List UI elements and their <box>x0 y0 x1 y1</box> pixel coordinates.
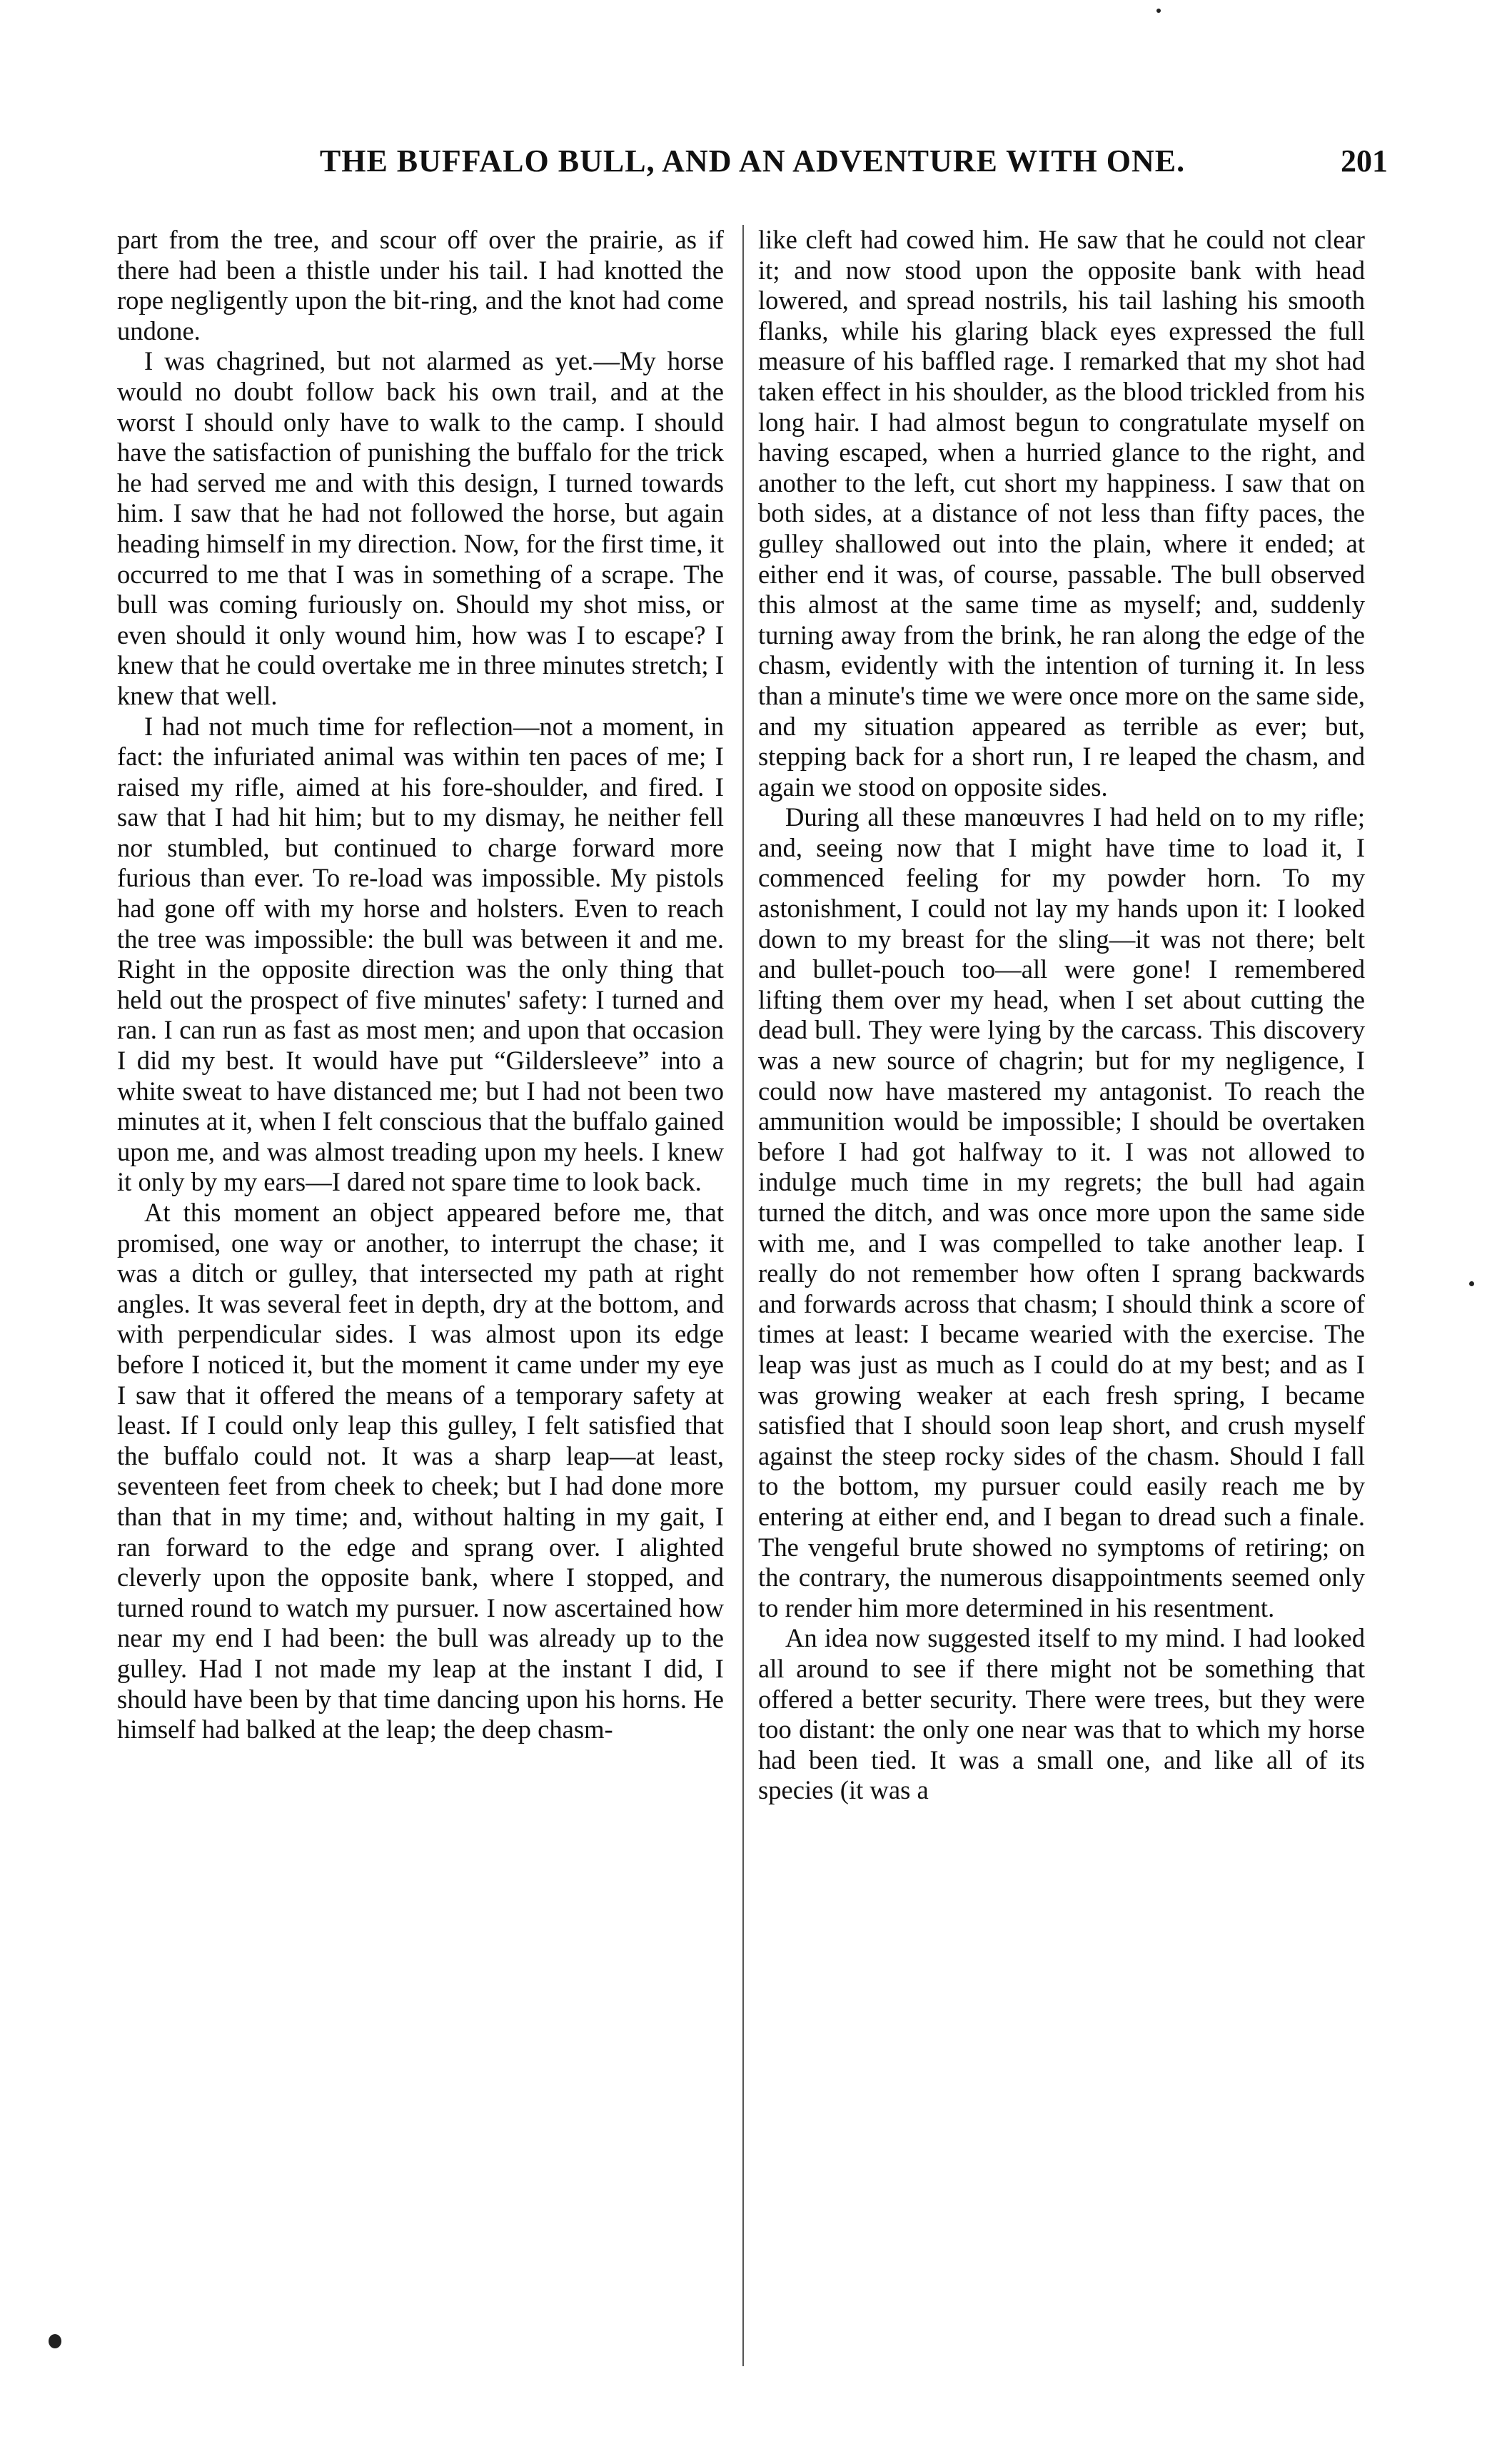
ink-speck <box>49 2334 61 2348</box>
right-column <box>758 225 1365 1806</box>
ink-speck <box>1469 1281 1474 1286</box>
paragraph: I was chagrined, but not alarmed as yet.—My horse would no doubt follow back his own trail, and at the worst I should only have to walk to the camp. I should have the satisfaction of punishing the buffalo for the trick he had served me and with this design, I turned towards him. I saw that he had not followed the horse, but again heading himself in my direction. Now, for the first time, it occurred to me that I was in something of a scrape. The bull was coming furiously on. Should my shot miss, or even should it only wound him, how was I to escape? I knew that he could overtake me in three minutes stretch; I knew that well. <box>117 346 724 710</box>
running-title: THE BUFFALO BULL, AND AN ADVENTURE WITH ONE. <box>319 143 1186 178</box>
page-header <box>117 143 1388 200</box>
paragraph: An idea now suggested itself to my mind. I had looked all around to see if there might not be something that offered a better security. There were trees, but they were too distant: the only one near was that to which my horse had been tied. It was a small one, and like all of its species (it was a <box>758 1623 1365 1805</box>
paragraph: like cleft had cowed him. He saw that he could not clear it; and now stood upon the opposite bank with head lowered, and spread nostrils, his tail lashing his smooth flanks, while his glaring black eyes expressed the full measure of his baffled rage. I remarked that my shot had taken effect in his shoulder, as the blood trickled from his long hair. I had almost begun to congratulate myself on having escaped, when a hurried glance to the right, and another to the left, cut short my happiness. I saw that on both sides, at a distance of not less than fifty paces, the gulley shallowed out into the plain, where it ended; at either end it was, of course, passable. The bull observed this almost at the same time as myself; and, suddenly turning away from the brink, he ran along the edge of the chasm, evidently with the intention of turning it. In less than a minute's time we were once more on the same side, and my situation appeared as terrible as ever; but, stepping back for a short run, I re leaped the chasm, and again we stood on opposite sides. <box>758 225 1365 802</box>
paragraph: part from the tree, and scour off over the prairie, as if there had been a thistle under his tail. I had knotted the rope negligently upon the bit-ring, and the knot had come undone. <box>117 225 724 345</box>
page-number: 201 <box>1341 143 1388 178</box>
paragraph: At this moment an object appeared before me, that promised, one way or another, to interrupt the chase; it was a ditch or gulley, that intersected my path at right angles. It was several feet in depth, dry at the bottom, and with perpendicular sides. I was almost upon its edge before I noticed it, but the moment it came under my eye I saw that it offered the means of a temporary safety at least. If I could only leap this gulley, I felt satisfied that the buffalo could not. It was a sharp leap—at least, seventeen feet from cheek to cheek; but I had done more than that in my time; and, without halting in my gait, I ran forward to the edge and sprang over. I alighted cleverly upon the opposite bank, where I stopped, and turned round to watch my pursuer. I now ascertained how near my end I had been: the bull was already up to the gulley. Had I not made my leap at the instant I did, I should have been by that time dancing upon his horns. He himself had balked at the leap; the deep chasm- <box>117 1198 724 1745</box>
paragraph: During all these manœuvres I had held on to my rifle; and, seeing now that I might have time to load it, I commenced feeling for my powder horn. To my astonishment, I could not lay my hands upon it: I looked down to my breast for the sling—it was not there; belt and bullet-pouch too—all were gone! I remembered lifting them over my head, when I set about cutting the dead bull. They were lying by the carcass. This discovery was a new source of chagrin; but for my negligence, I could now have mastered my antagonist. To reach the ammunition would be impossible; I should be overtaken before I had got halfway to it. I was not allowed to indulge much time in my regrets; the bull had again turned the ditch, and was once more upon the same side with me, and I was compelled to take another leap. I really do not remember how often I sprang backwards and forwards across that chasm; I should think a score of times at least: I became wearied with the exercise. The leap was just as much as I could do at my best; and as I was growing weaker at each fresh spring, I became satisfied that I should soon leap short, and crush myself against the steep rocky sides of the chasm. Should I fall to the bottom, my pursuer could easily reach me by entering at either end, and I began to dread such a finale. The vengeful brute showed no symptoms of retiring; on the contrary, the numerous disappointments seemed only to render him more determined in his resentment. <box>758 802 1365 1622</box>
ink-speck <box>1156 9 1161 13</box>
paragraph: I had not much time for reflection—not a moment, in fact: the infuriated animal was within ten paces of me; I raised my rifle, aimed at his fore-shoulder, and fired. I saw that I had hit him; but to my dismay, he neither fell nor stumbled, but continued to charge forward more furious than ever. To re-load was impossible. My pistols had gone off with my horse and holsters. Even to reach the tree was impossible: the bull was between it and me. Right in the opposite direction was the only thing that held out the prospect of five minutes' safety: I turned and ran. I can run as fast as most men; and upon that occasion I did my best. It would have put “Gildersleeve” into a white sweat to have distanced me; but I had not been two minutes at it, when I felt conscious that the buffalo gained upon me, and was almost treading upon my heels. I knew it only by my ears—I dared not spare time to look back. <box>117 711 724 1197</box>
column-divider <box>742 225 744 2366</box>
left-column <box>117 225 724 1745</box>
